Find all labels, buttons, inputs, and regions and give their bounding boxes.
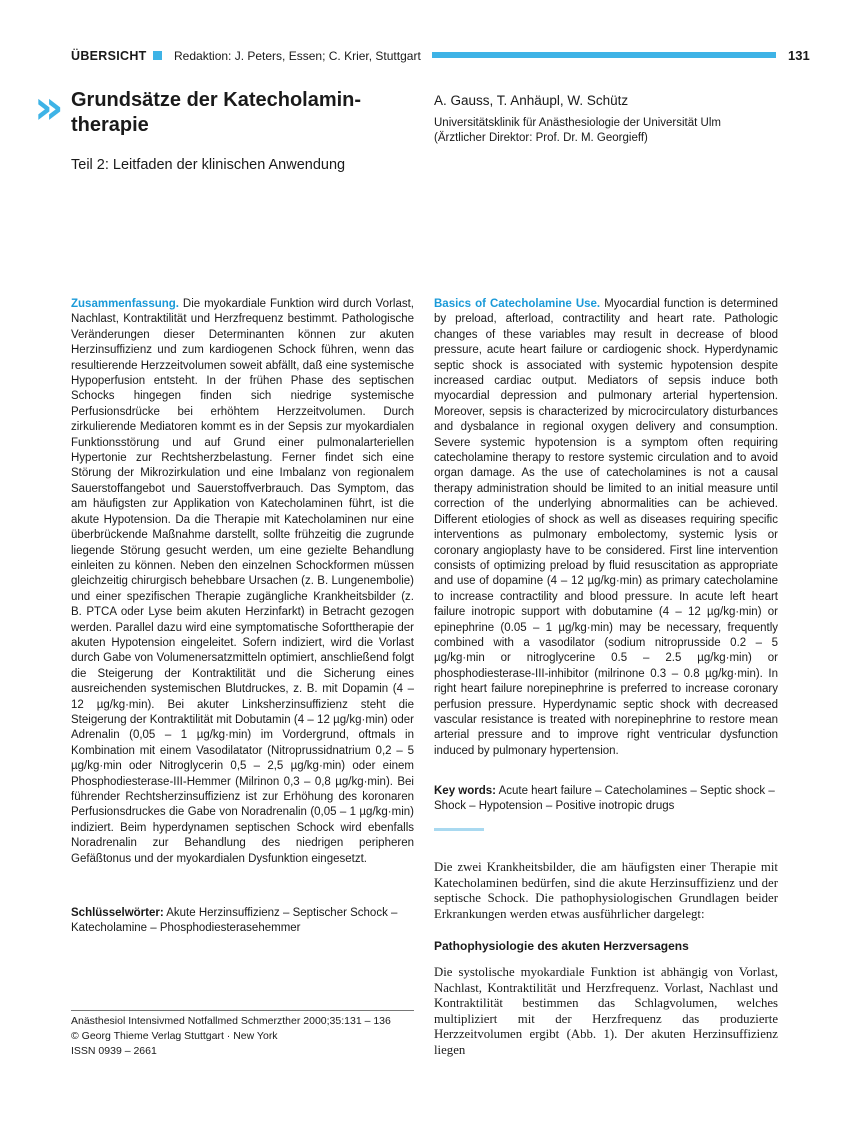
abstract-english [434, 297, 778, 759]
keywords-german-label: Schlüsselwörter: [71, 907, 164, 919]
article-title: Grundsätze der Katecholamin-therapie [71, 89, 362, 136]
header-accent-bar [432, 52, 776, 58]
abstract-german [71, 297, 414, 867]
article-subtitle: Teil 2: Leitfaden der klinischen Anwendung [71, 157, 346, 173]
body-paragraph: Die systolische myokardiale Funktion ist abhängig von Vorlast, Nachlast, Kontraktilität und Herzfrequenz. Vorlast, Nachlast und Kontraktilität bestimmen das Schlagvolumen, welches multipliziert mit der Herzfrequenz das produzierte Herzzeitvolumen ergibt (Abb. 1). Der akuten Herzinsuffizienz liegen [434, 965, 778, 1057]
section-label: ÜBERSICHT [71, 49, 147, 63]
keywords-english [434, 784, 778, 815]
publisher: © Georg Thieme Verlag Stuttgart · New York [71, 1030, 278, 1042]
keywords-english-text: Acute heart failure – Catecholamines – Septic shock – Shock – Hypotension – Positive inotropic drugs [434, 785, 775, 813]
header-square-marker [153, 51, 162, 60]
affiliation-line-2: (Ärztlicher Direktor: Prof. Dr. M. Georgieff) [434, 132, 648, 144]
abstract-german-text: Die myokardiale Funktion wird durch Vorlast, Nachlast, Kontraktilität und Herzfrequenz bestimmt. Pathologische Veränderungen dieser Determinanten können zur akuten Herzinsuffizienz und zum kardiogenen Schock führen, wenn das resultierende Herzzeitvolumen soweit abfällt, daß eine systemische Hypoperfusion entsteht. In der frühen Phase des septischen Schocks hingegen finden sich niedrige systemische Perfusionsdrücke bei erhöhtem Herzzeitvolumen. Durch zirkulierende Mediatoren kommt es in der Sepsis zur myokardialen Funktionsstörung und auf Grund einer pulmonalarteriellen Hypertonie zur Rechtsherzbelastung. Ferner findet sich eine Störung der Mikrozirkulation und eine Imbalanz von regionalem Sauerstoffangebot und Sauerstoffverbrauch. Das Symptom, das am häufigsten zur Applikation von Katecholaminen führt, ist die akute Hypotension. Da die Therapie mit Katecholaminen nur eine überbrückende Maßnahme darstellt, sollte frühzeitig die zugrunde liegende Störung gesucht werden, um eine gezielte Behandlung einleiten zu können. Neben den einzelnen Schockformen müssen gleichzeitig chirurgisch behebbare Ursachen (z. B. Lungenembolie) und einer spezifischen Therapie zugängliche Krankheitsbilder (z. B. PTCA oder Lyse beim akuten Herzinfarkt) in Betracht gezogen werden. Parallel dazu wird eine symptomatische Soforttherapie der akuten Hypotension eingeleitet. Sofern indiziert, wird die Vorlast durch Gabe von Volumenersatzmitteln optimiert, anschließend folgt die Steigerung der Kontraktilität und die Sicherung eines ausreichenden systemischen Blutdruckes, z. B. mit Dopamin (4 – 12 µg/kg·min). Bei akuter Linksherzinsuffizienz steht die Steigerung der Kontraktilität mit Dobutamin (4 – 12 µg/kg·min) oder Adrenalin (0,05 – 1 µg/kg·min) im Vordergrund, oftmals in Kombination mit einem Vasodilatator (Nitroprussidnatrium 0,2 – 5 µg/kg·min oder Nitroglycerin 0,5 – 2,5 µg/kg·min) oder einem Phosphodiesterase-III-Hemmer (Milrinon 0,3 – 0,8 µg/kg·min). Bei führender Rechtsherzinsuffizienz ist zur Erhöhung des koronaren Perfusionsdruckes die Gabe von Noradrenalin (0,05 – 1 µg/kg·min) indiziert. Beim hyperdynamen septischen Schock wird ebenfalls Noradrenalin zur Behandlung des niedrigen peripheren Gefäßtonus und der myokardialen Dysfunktion eingesetzt. [71, 298, 414, 865]
page-number: 131 [788, 48, 810, 63]
intro-paragraph: Die zwei Krankheitsbilder, die am häufigsten einer Therapie mit Katecholaminen bedürfen, sind die akute Herzinsuffizienz und der septische Schock. Die pathophysiologischen Grundlagen beider Erkrankungen werden etwas ausführlicher dargelegt: [434, 860, 778, 921]
section-divider [434, 828, 484, 831]
footer-rule [71, 1010, 414, 1011]
editors-line: Redaktion: J. Peters, Essen; C. Krier, Stuttgart [174, 49, 421, 63]
keywords-german-text: Akute Herzinsuffizienz – Septischer Schock – Katecholamine – Phosphodiesterasehemmer [71, 907, 398, 935]
keywords-german [71, 906, 414, 937]
affiliation-line-1: Universitätsklinik für Anästhesiologie der Universität Ulm [434, 117, 721, 129]
affiliation [434, 116, 721, 146]
keywords-english-label: Key words: [434, 785, 496, 797]
abstract-english-lead: Basics of Catecholamine Use. [434, 298, 601, 310]
quote-glyph-icon: » [34, 80, 58, 134]
abstract-german-lead: Zusammenfassung. [71, 298, 179, 310]
section-heading: Pathophysiologie des akuten Herzversagens [434, 939, 689, 953]
issn: ISSN 0939 – 2661 [71, 1045, 157, 1057]
footer-citation-block [71, 1014, 391, 1059]
journal-citation: Anästhesiol Intensivmed Notfallmed Schmerzther 2000;35:131 – 136 [71, 1015, 391, 1027]
abstract-english-text: Myocardial function is determined by preload, afterload, contractility and heart rate. Pathologic changes of these variables may result in decrease of blood pressure, acute heart failure or cardiogenic shock. Hyperdynamic septic shock is associated with systemic hypotension despite increased cardiac output. Mediators of sepsis induce both myocardial depression and pulmonary arterial hypertension. Moreover, sepsis is characterized by microcirculatory disturbances and dysbalance in regional oxygen delivery and consumption. Severe systemic hypotension is a symptom often requiring catecholamine therapy to restore systemic circulation and to avoid organ damage. As the use of catecholamines is not a causal therapy administration should be limited to an initial measure until correction of the underlying abnormalities can be achieved. Different etiologies of shock as well as diseases requiring specific interventions as pulmonary embolectomy, systemic lysis or coronary angioplasty have to be considered. First line intervention consists of optimizing preload by fluid resuscitation as appropriate and use of dopamine (4 – 12 µg/kg·min) as primary catecholamine to increase contractility and blood pressure. In acute left heart failure inotropic support with dobutamine (4 – 12 µg/kg·min) or epinephrine (0.05 – 1 µg/kg·min) may be necessary, frequently combined with a vasodilator (sodium nitroprusside 0.2 – 5 µg/kg·min or nitroglycerine 0.5 – 2.5 µg/kg·min) or phosphodiesterase-III-inhibitor (milrinone 0.3 – 0.8 µg/kg·min). In right heart failure norepinephrine is preferred to increase coronary perfusion pressure. Hyperdynamic septic shock with decreased vascular resistance is treated with norepinephrine to restore mean arterial pressure and to improve right ventricular dysfunction induced by pulmonary hypertension. [434, 298, 779, 757]
authors: A. Gauss, T. Anhäupl, W. Schütz [434, 93, 629, 108]
